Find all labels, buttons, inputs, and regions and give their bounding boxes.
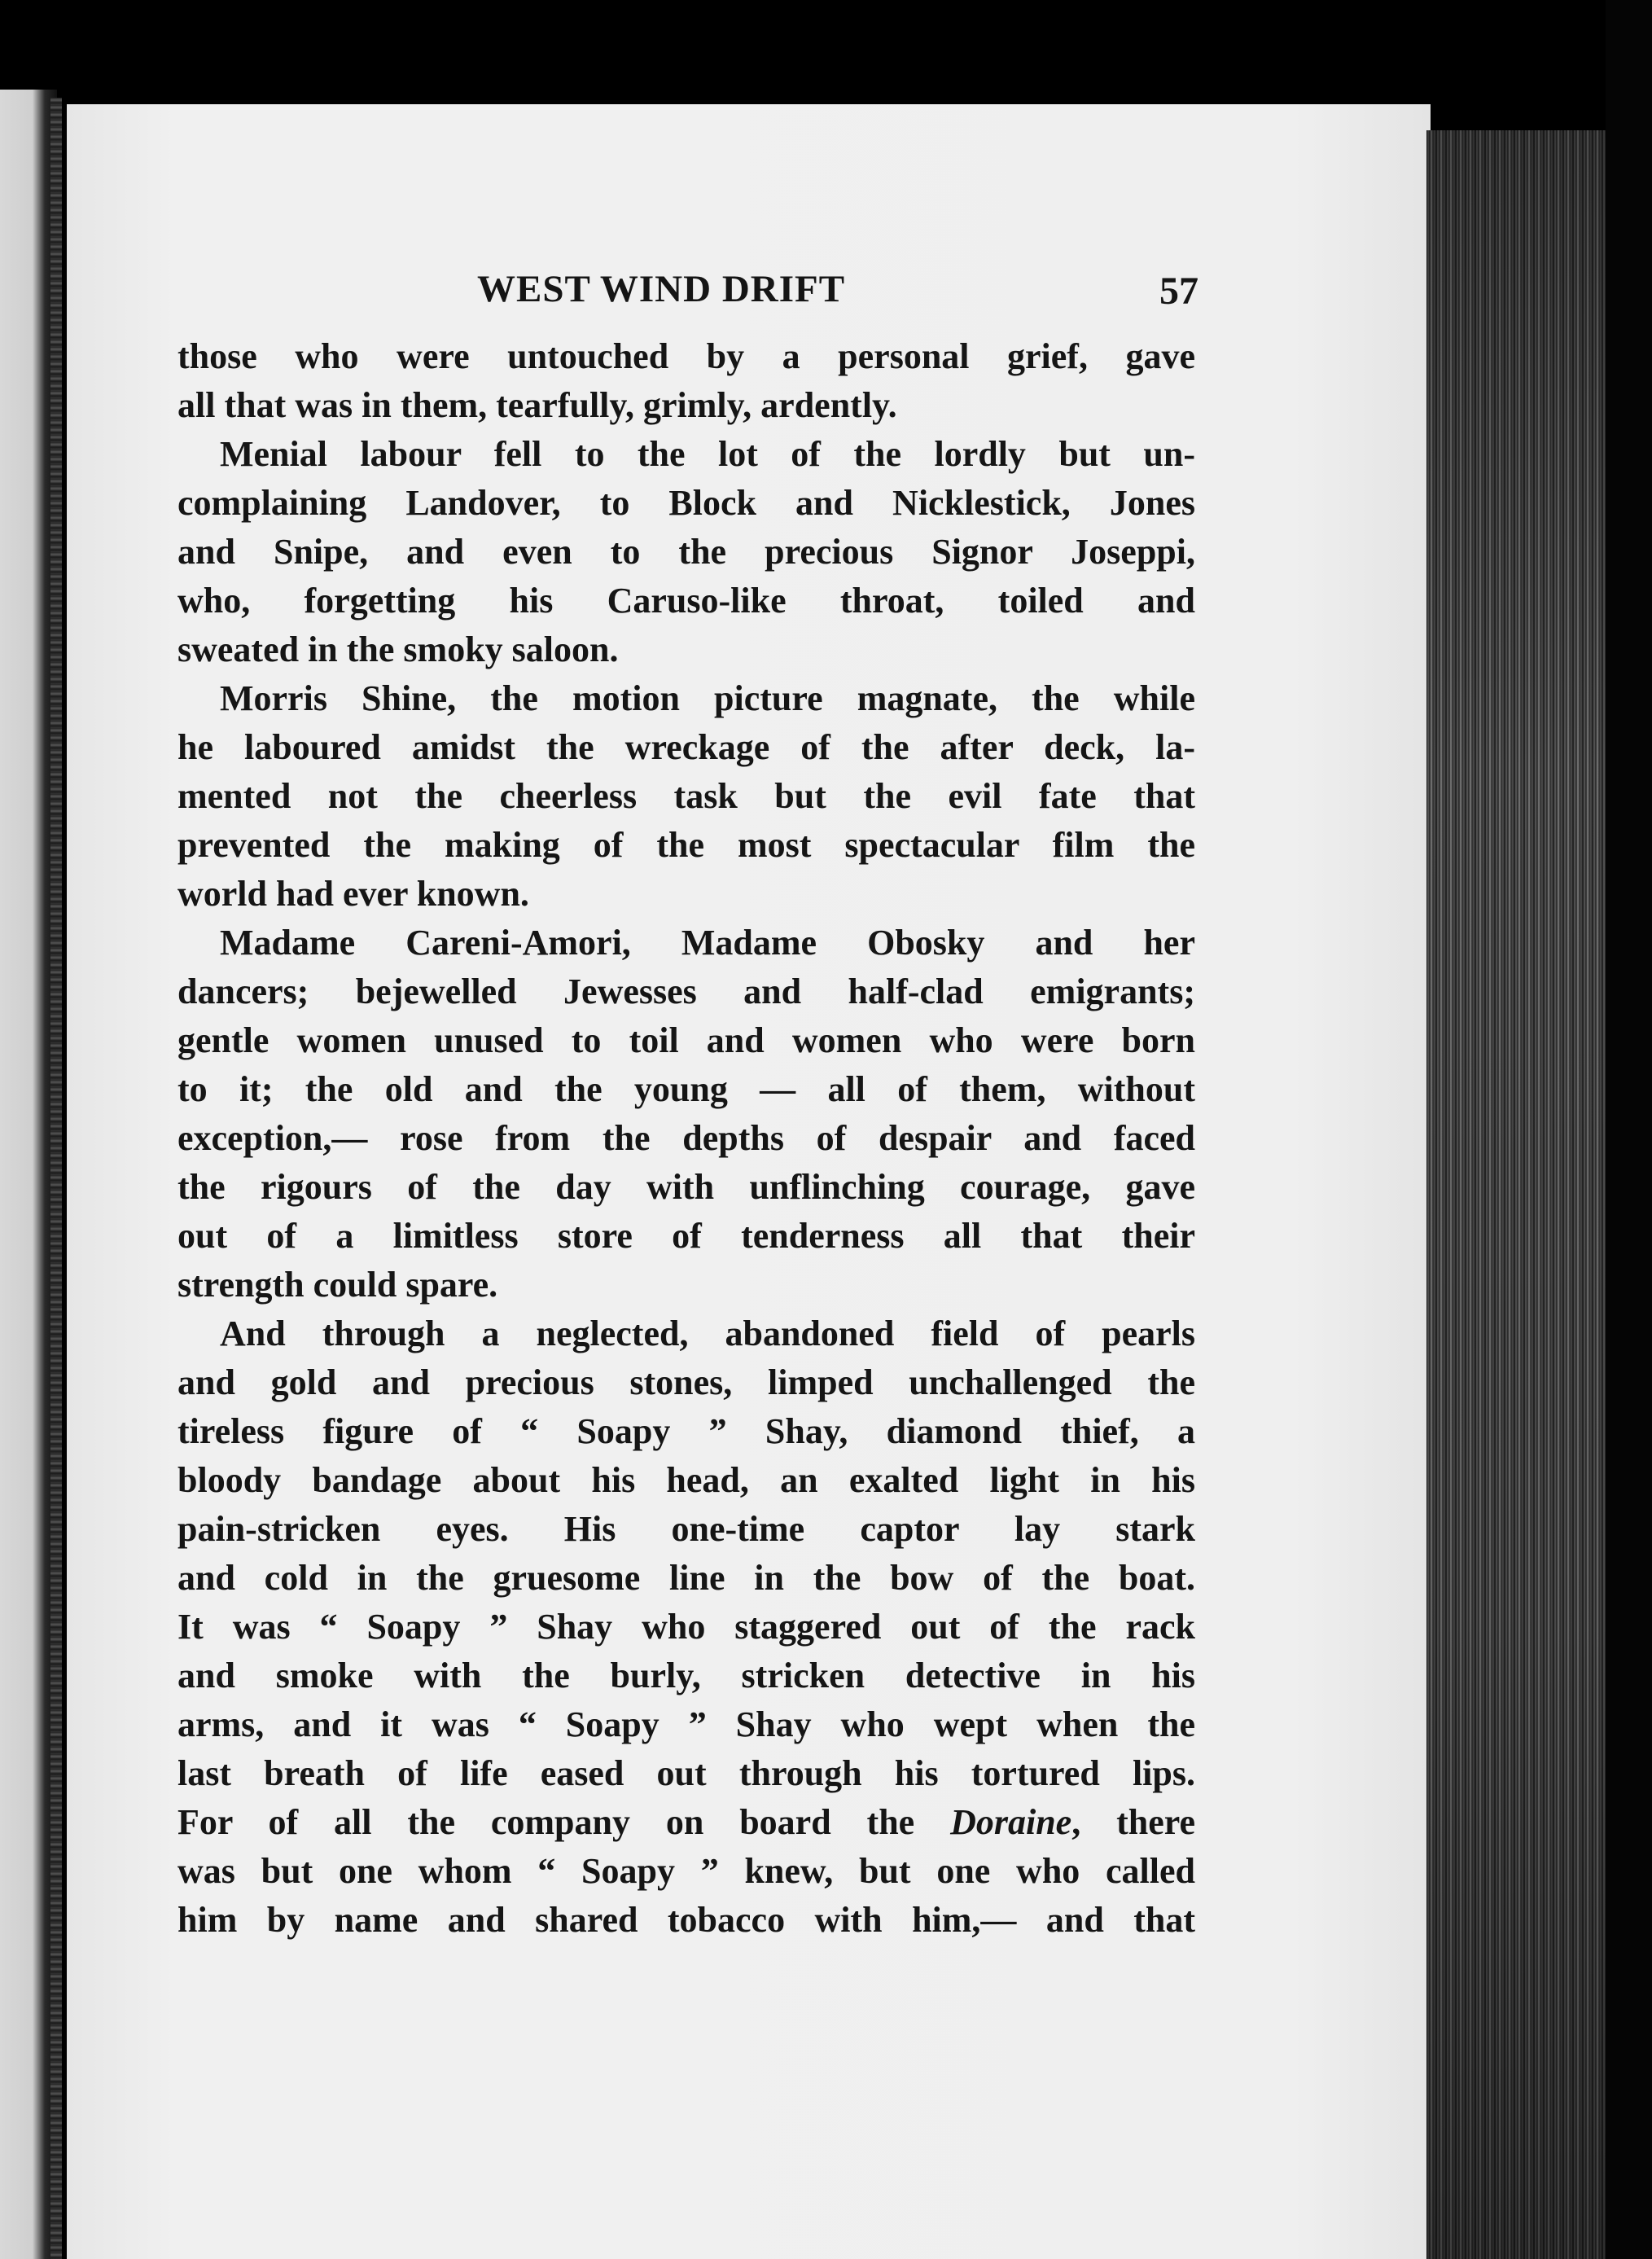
page-number: 57: [1159, 270, 1198, 313]
text-line: For of all the company on board the Doraine, there: [177, 1802, 1195, 1842]
text-line: It was “ Soapy ” Shay who staggered out of the rack: [177, 1607, 1195, 1647]
text-line: and Snipe, and even to the precious Signor Joseppi,: [177, 532, 1195, 572]
running-head: [177, 267, 1198, 332]
text-line: world had ever known.: [177, 874, 529, 914]
text-line: Menial labour fell to the lot of the lordly but un-: [220, 434, 1195, 474]
text-line: him by name and shared tobacco with him,— and that: [177, 1900, 1195, 1940]
text-line: sweated in the smoky saloon.: [177, 629, 619, 669]
text-line: pain-stricken eyes. His one-time captor lay stark: [177, 1509, 1195, 1549]
italic-ship-name: Doraine: [950, 1802, 1072, 1842]
text-line: last breath of life eased out through his tortured lips.: [177, 1753, 1195, 1793]
paragraph: [177, 1309, 1195, 1945]
text-line: prevented the making of the most spectacular film the: [177, 825, 1195, 865]
text-line: arms, and it was “ Soapy ” Shay who wept when the: [177, 1704, 1195, 1744]
text-line: those who were untouched by a personal grief, gave: [177, 336, 1195, 376]
text-line: out of a limitless store of tenderness all that their: [177, 1216, 1195, 1256]
background-margin: [1606, 0, 1652, 2259]
text-line: and cold in the gruesome line in the bow of the boat.: [177, 1558, 1195, 1598]
text-line: strength could spare.: [177, 1265, 498, 1305]
text-line: the rigours of the day with unflinching courage, gave: [177, 1167, 1195, 1207]
text-line: exception,— rose from the depths of despair and faced: [177, 1118, 1195, 1158]
paragraph: [177, 332, 1195, 430]
text-line: gentle women unused to toil and women who were born: [177, 1020, 1195, 1060]
text-line: And through a neglected, abandoned field of pearls: [220, 1314, 1195, 1353]
text-line: bloody bandage about his head, an exalted light in his: [177, 1460, 1195, 1500]
text-line: Morris Shine, the motion picture magnate, the while: [220, 678, 1195, 718]
text-line: who, forgetting his Caruso-like throat, toiled and: [177, 581, 1195, 621]
binding-gutter: [50, 98, 62, 2259]
text-line: Madame Careni-Amori, Madame Obosky and her: [220, 923, 1195, 963]
text-line: mented not the cheerless task but the evil fate that: [177, 776, 1195, 816]
text-line: tireless figure of “ Soapy ” Shay, diamond thief, a: [177, 1411, 1195, 1451]
page-stack-shadow: [1426, 130, 1606, 2259]
text-line: and gold and precious stones, limped unchallenged the: [177, 1362, 1195, 1402]
text-line: he laboured amidst the wreckage of the after deck, la-: [177, 727, 1195, 767]
text-line: all that was in them, tearfully, grimly, ardently.: [177, 385, 897, 425]
text-line: dancers; bejewelled Jewesses and half-clad emigrants;: [177, 972, 1195, 1011]
page-text-block: [177, 267, 1198, 1945]
text-line: complaining Landover, to Block and Nicklestick, Jones: [177, 483, 1195, 523]
paragraph: [177, 919, 1195, 1309]
body-text: [177, 332, 1195, 1945]
text-line: was but one whom “ Soapy ” knew, but one who called: [177, 1851, 1195, 1891]
paragraph: [177, 674, 1195, 919]
left-page-edge: [0, 90, 57, 2259]
paragraph: [177, 430, 1195, 674]
running-title: WEST WIND DRIFT: [477, 268, 846, 310]
text-line: and smoke with the burly, stricken detective in his: [177, 1656, 1195, 1695]
text-line: to it; the old and the young — all of them, without: [177, 1069, 1195, 1109]
